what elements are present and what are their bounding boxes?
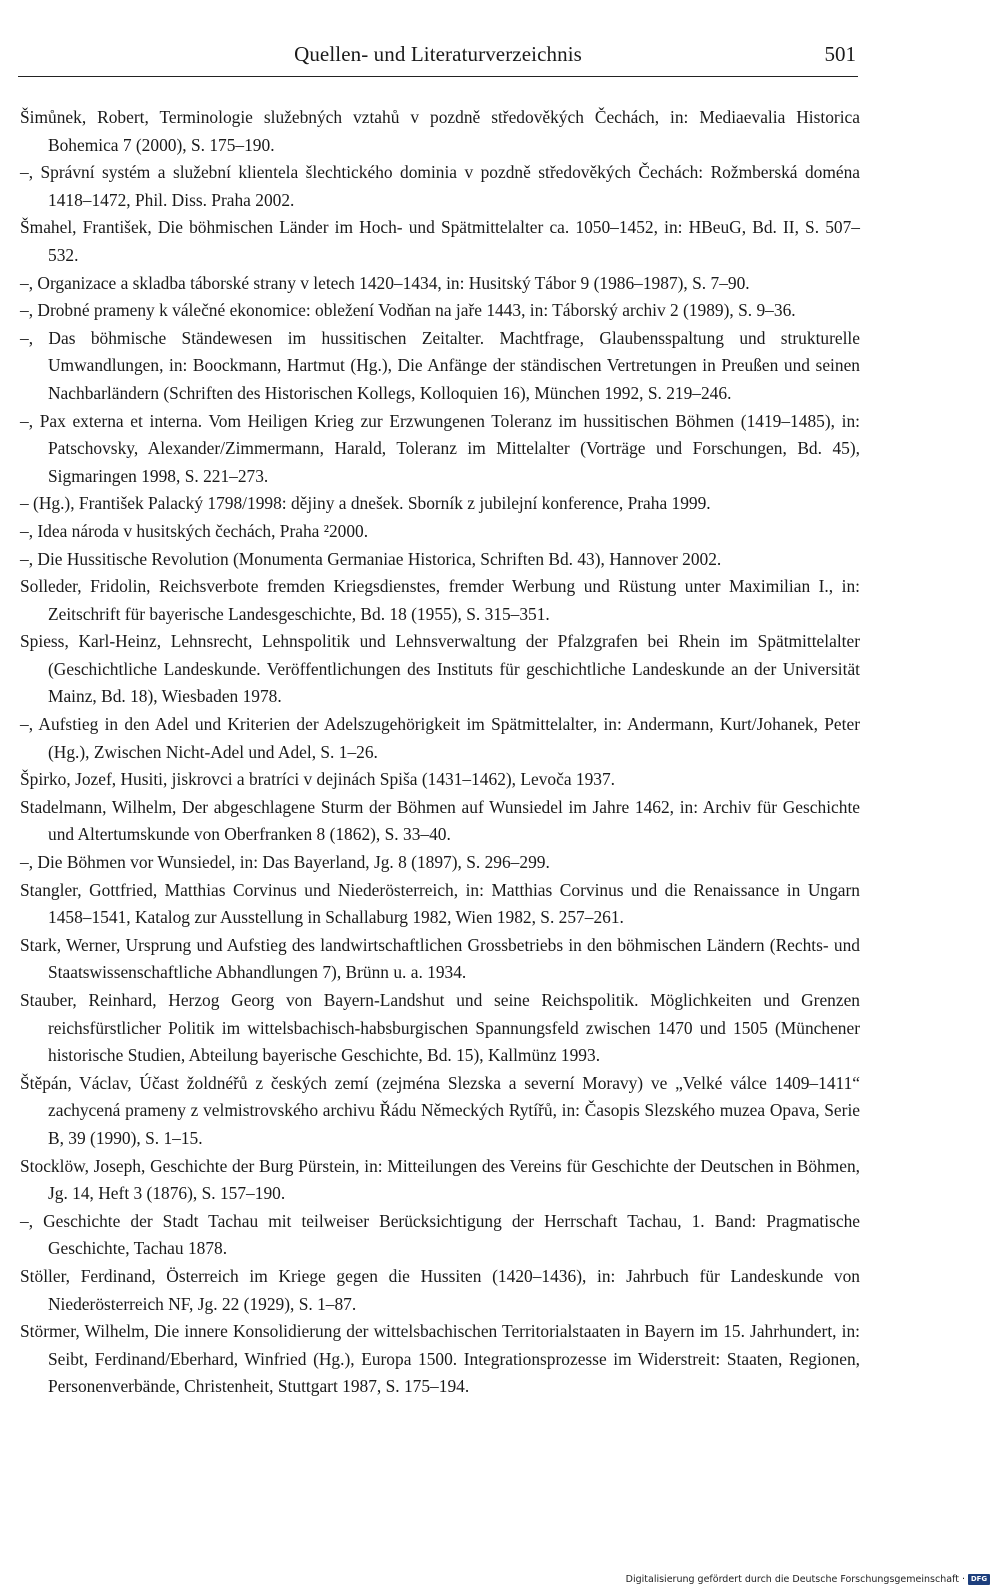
- bibliography-entry: Solleder, Fridolin, Reichsverbote fremden Kriegsdienstes, fremder Werbung und Rüstung unter Maximilian I., in: Zeitschrift für bayerische Landesgeschichte, Bd. 18 (1955), S. 315–351.: [20, 576, 860, 624]
- bibliography-entry: Stocklöw, Joseph, Geschichte der Burg Pürstein, in: Mitteilungen des Vereins für Geschichte der Deutschen in Böhmen, Jg. 14, Heft 3 (1876), S. 157–190.: [20, 1155, 860, 1204]
- bibliography-entry: Stöller, Ferdinand, Österreich im Kriege gegen die Hussiten (1420–1436), in: Jahrbuch für Landeskunde von Niederösterreich NF, Jg. 22 (1929), S. 1–87.: [20, 1265, 860, 1314]
- bibliography-entry: –, Drobné prameny k válečné ekonomice: obležení Vodňan na jaře 1443, in: Táborský archiv 2 (1989), S. 9–36.: [20, 300, 796, 321]
- credit-text: Digitalisierung gefördert durch die Deutsche Forschungsgemeinschaft ·: [625, 1574, 965, 1585]
- bibliography-entry: Spiess, Karl-Heinz, Lehnsrecht, Lehnspolitik und Lehnsverwaltung der Pfalzgrafen bei Rhein im Spätmittelalter (Geschichtliche Landeskunde. Veröffentlichungen des Instituts für geschichtliche Landeskunde an der Universität Mainz, Bd. 18), Wiesbaden 1978.: [20, 631, 860, 707]
- bibliography-entry: Štěpán, Václav, Účast žoldnéřů z českých zemí (zejména Slezska a severní Moravy) ve „Velké válce 1409–1411“ zachycená prameny z velmistrovského archivu Řádu Německých Rytířů, in: Časopis Slezského muzea Opava, Serie B, 39 (1990), S. 1–15.: [20, 1072, 860, 1148]
- bibliography-entry: –, Das böhmische Ständewesen im hussitischen Zeitalter. Machtfrage, Glaubensspaltung und strukturelle Umwandlungen, in: Boockmann, Hartmut (Hg.), Die Anfänge der ständischen Vertretungen in Preußen und seinen Nachbarländern (Schriften des Historischen Kollegs, Kolloquien 16), München 1992, S. 219–246.: [20, 327, 860, 403]
- bibliography-entry: Stark, Werner, Ursprung und Aufstieg des landwirtschaftlichen Grossbetriebs in den böhmischen Ländern (Rechts- und Staatswissenschaftliche Abhandlungen 7), Brünn u. a. 1934.: [20, 934, 860, 983]
- bibliography-entry: –, Geschichte der Stadt Tachau mit teilweiser Berücksichtigung der Herrschaft Tachau, 1. Band: Pragmatische Geschichte, Tachau 1878.: [20, 1210, 860, 1259]
- running-title: Quellen- und Literaturverzeichnis: [294, 42, 582, 66]
- bibliography-entry: Stauber, Reinhard, Herzog Georg von Bayern-Landshut und seine Reichspolitik. Möglichkeiten und Grenzen reichsfürstlicher Politik im wittelsbachisch-habsburgischen Spannungsfeld zwischen 1470 und 1505 (Münchener historische Studien, Abteilung bayerische Geschichte, Bd. 15), Kallmünz 1993.: [20, 990, 860, 1066]
- bibliography-entry: –, Idea národa v husitských čechách, Praha ²2000.: [20, 520, 369, 541]
- bibliography-entry: Störmer, Wilhelm, Die innere Konsolidierung der wittelsbachischen Territorialstaaten in Bayern im 15. Jahrhundert, in: Seibt, Ferdinand/Eberhard, Winfried (Hg.), Europa 1500. Integrationsprozesse im Widerstreit: Staaten, Regionen, Personenverbände, Christenheit, Stuttgart 1987, S. 175–194.: [20, 1321, 860, 1397]
- page-header: [18, 38, 858, 77]
- bibliography-entry: Špirko, Jozef, Husiti, jiskrovci a bratríci v dejinách Spiša (1431–1462), Levoča 1937.: [20, 769, 616, 790]
- digitization-credit: [626, 1574, 990, 1585]
- page-number: 501: [824, 42, 856, 66]
- bibliography-entry: Stadelmann, Wilhelm, Der abgeschlagene Sturm der Böhmen auf Wunsiedel im Jahre 1462, in: Archiv für Geschichte und Altertumskunde von Oberfranken 8 (1862), S. 33–40.: [20, 796, 860, 845]
- dfg-logo: DFG: [968, 1574, 990, 1585]
- bibliography-entry: Šimůnek, Robert, Terminologie služebných vztahů v pozdně středověkých Čechách, in: Mediaevalia Historica Bohemica 7 (2000), S. 175–190.: [20, 107, 860, 155]
- bibliography-entry: –, Aufstieg in den Adel und Kriterien der Adelszugehörigkeit im Spätmittelalter, in: Andermann, Kurt/Johanek, Peter (Hg.), Zwischen Nicht-Adel und Adel, S. 1–26.: [20, 714, 860, 762]
- bibliography-entry: –, Pax externa et interna. Vom Heiligen Krieg zur Erzwungenen Toleranz im hussitischen Böhmen (1419–1485), in: Patschovsky, Alexander/Zimmermann, Harald, Toleranz im Mittelalter (Vorträge und Forschungen, Bd. 45), Sigmaringen 1998, S. 221–273.: [20, 410, 860, 486]
- bibliography-entry: Stangler, Gottfried, Matthias Corvinus und Niederösterreich, in: Matthias Corvinus und die Renaissance in Ungarn 1458–1541, Katalog zur Ausstellung in Schallaburg 1982, Wien 1982, S. 257–261.: [20, 879, 860, 928]
- bibliography-entry: –, Die Böhmen vor Wunsiedel, in: Das Bayerland, Jg. 8 (1897), S. 296–299.: [20, 852, 550, 873]
- bibliography-entry: –, Správní systém a služební klientela šlechtického dominia v pozdně středověkých Čechách: Rožmberská doména 1418–1472, Phil. Diss. Praha 2002.: [20, 162, 860, 210]
- bibliography-entry: Šmahel, František, Die böhmischen Länder im Hoch- und Spätmittelalter ca. 1050–1452, in: HBeuG, Bd. II, S. 507–532.: [20, 217, 860, 265]
- bibliography-entry: –, Die Hussitische Revolution (Monumenta Germaniae Historica, Schriften Bd. 43), Hannover 2002.: [20, 548, 722, 569]
- bibliography-list: [20, 104, 860, 1401]
- bibliography-entry: – (Hg.), František Palacký 1798/1998: dějiny a dnešek. Sborník z jubilejní konference, Praha 1999.: [20, 493, 711, 514]
- bibliography-entry: –, Organizace a skladba táborské strany v letech 1420–1434, in: Husitský Tábor 9 (1986–1987), S. 7–90.: [20, 272, 750, 293]
